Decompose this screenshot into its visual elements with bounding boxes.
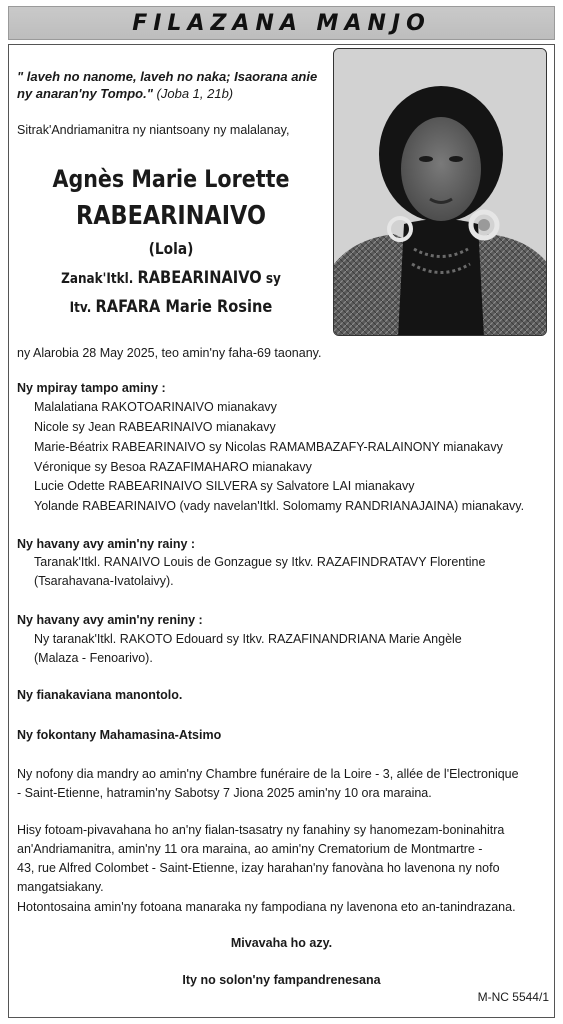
deceased-first-names: Agnès Marie Lorette [52, 165, 290, 193]
mother-name: RAFARA Marie Rosine [95, 297, 273, 317]
death-date-line: ny Alarobia 28 May 2025, teo amin'ny faha-69 taonany. [17, 346, 322, 360]
service-line: Hotontosaina amin'ny fotoana manaraka ny fampodiana ny lavenona eto an-tanindrazana. [17, 900, 516, 914]
service-line: an'Andriamanitra, amin'ny 11 ora maraina, ao amin'ny Crematorium de Montmartre - [17, 842, 483, 856]
portrait-photo [333, 48, 547, 336]
wake-line: Ny nofony dia mandry ao amin'ny Chambre funéraire de la Loire - 3, allée de l'Electronique [17, 767, 519, 781]
wake-line: - Saint-Etienne, hatramin'ny Sabotsy 7 Jiona 2025 amin'ny 10 ora maraina. [17, 786, 432, 800]
mother-family-line: Ny taranak'Itkl. RAKOTO Edouard sy Itkv. RAZAFINANDRIANA Marie Angèle [34, 632, 462, 646]
portrait-illustration [334, 49, 547, 336]
deceased-surname: RABEARINAIVO [76, 201, 266, 231]
service-line: Hisy fotoam-pivavahana ho an'ny fialan-tsasatry ny fanahiny sy hanomezam-boninahitra [17, 823, 505, 837]
bible-verse [17, 68, 327, 102]
extended-family-line: Ny fianakaviana manontolo. [17, 688, 183, 702]
fokontany-line: Ny fokontany Mahamasina-Atsimo [17, 728, 222, 742]
mother-prefix: Itv. [69, 300, 92, 316]
sibling-item: Malalatiana RAKOTOARINAIVO mianakavy [34, 400, 277, 414]
reference-code: M-NC 5544/1 [477, 990, 549, 1004]
service-line: 43, rue Alfred Colombet - Saint-Etienne, izay harahan'ny fanovàna ho lavenona ny nofo [17, 861, 500, 875]
father-line [34, 268, 307, 289]
father-prefix: Zanak'Itkl. [61, 271, 134, 287]
sibling-item: Lucie Odette RABEARINAIVO SILVERA sy Salvatore LAI mianakavy [34, 479, 415, 493]
closing-notice: Ity no solon'ny fampandrenesana [182, 973, 381, 987]
sibling-item: Marie-Béatrix RABEARINAIVO sy Nicolas RAMAMBAZAFY-RALAINONY mianakavy [34, 440, 503, 454]
verse-reference: (Joba 1, 21b) [156, 86, 234, 101]
father-family-line: Taranak'Itkl. RANAIVO Louis de Gonzague sy Itkv. RAZAFINDRATAVY Florentine [34, 555, 486, 569]
mother-line [34, 297, 307, 318]
verse-text: " laveh no nanome, laveh no naka; Isaorana anie ny anaran'ny Tompo." [17, 69, 318, 101]
service-line: mangatsiakany. [17, 880, 104, 894]
mother-family-heading: Ny havany avy amin'ny reniny : [17, 613, 203, 627]
mother-family-line: (Malaza - Fenoarivo). [34, 651, 153, 665]
deceased-nickname: (Lola) [148, 239, 194, 258]
sibling-item: Yolande RABEARINAIVO (vady navelan'Itkl. Solomamy RANDRIANAJAINA) mianakavy. [34, 499, 525, 513]
sibling-item: Nicole sy Jean RABEARINAIVO mianakavy [34, 420, 276, 434]
siblings-heading: Ny mpiray tampo aminy : [17, 381, 166, 395]
father-name: RABEARINAIVO [137, 268, 262, 288]
sibling-item: Véronique sy Besoa RAZAFIMAHARO mianakavy [34, 460, 312, 474]
father-suffix: sy [265, 271, 281, 287]
closing-prayer: Mivavaha ho azy. [230, 936, 333, 950]
father-family-line: (Tsarahavana-Ivatolaivy). [34, 574, 174, 588]
intro-line: Sitrak'Andriamanitra ny niantsoany ny malalanay, [17, 123, 290, 137]
notice-header [8, 6, 555, 40]
notice-title: FILAZANA MANJO [132, 10, 431, 36]
father-family-heading: Ny havany avy amin'ny rainy : [17, 537, 196, 551]
